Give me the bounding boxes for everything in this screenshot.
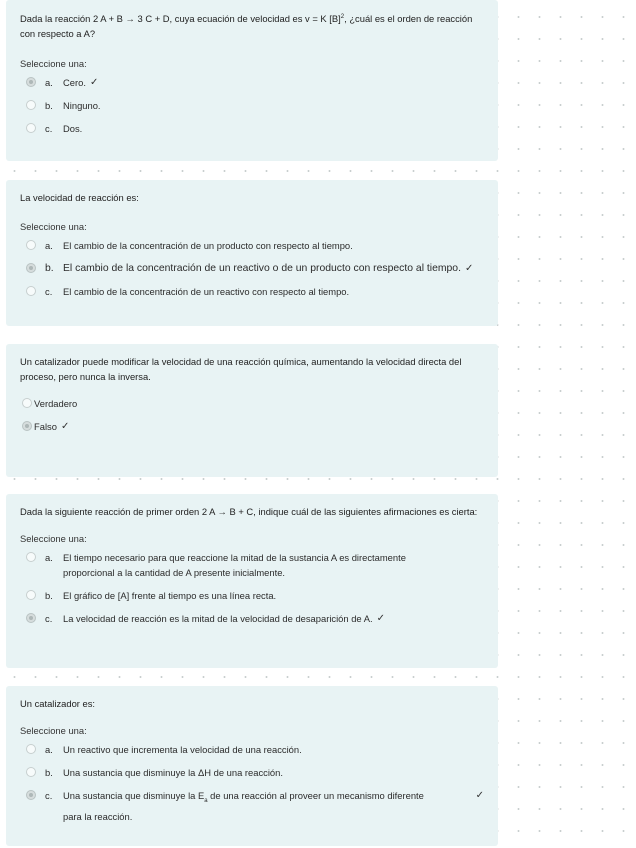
option-letter: a. (45, 240, 53, 251)
select-label: Seleccione una: (20, 725, 87, 736)
option-text: Una sustancia que disminuye la ΔH de una reacción. (63, 767, 283, 778)
option-text: Cero. (63, 77, 86, 89)
question-text: La velocidad de reacción es: (20, 192, 139, 203)
option-text: La velocidad de reacción es la mitad de la velocidad de desaparición de A. (63, 613, 373, 624)
radio-selected[interactable] (26, 263, 36, 273)
option-letter: b. (45, 100, 53, 112)
answer-option-c[interactable] (20, 611, 484, 626)
radio-selected[interactable] (26, 77, 36, 87)
radio-selected[interactable] (26, 613, 36, 623)
answer-option-b[interactable] (20, 98, 484, 113)
option-letter: a. (45, 744, 53, 755)
option-text: Una sustancia que disminuye la $E_a$ de una reacción al proveer un mecanismo diferente para la reacción. (63, 790, 424, 822)
option-text: El tiempo necesario para que reaccione la mitad de la sustancia A es directamente proporcional a la cantidad de A presente inicialmente. (63, 552, 406, 578)
option-letter: b. (45, 263, 54, 274)
question-card-3 (6, 344, 498, 477)
radio[interactable] (26, 552, 36, 562)
radio[interactable] (26, 286, 36, 296)
option-letter: c. (45, 790, 53, 801)
answer-option-b[interactable] (20, 765, 484, 780)
option-letter: b. (45, 590, 53, 601)
checkmark-icon: ✓ (60, 421, 70, 432)
select-label: Seleccione una: (20, 533, 87, 544)
answer-option-c[interactable] (20, 121, 484, 136)
question-text: Dada la reacción 2 A + B → 3 C + D, cuya ecuación de velocidad es v = K $[B]^2$, ¿cuál es el orden de reacción con respecto a A? (20, 13, 473, 40)
radio[interactable] (26, 100, 36, 110)
option-text: Verdadero (34, 398, 78, 409)
option-letter: b. (45, 767, 53, 778)
question-text: Un catalizador puede modificar la velocidad de una reacción química, aumentando la velocidad directa del proceso, pero nunca la inversa. (20, 356, 462, 382)
answer-option-c[interactable] (20, 284, 484, 299)
option-text: Dos. (63, 123, 83, 135)
select-label: Seleccione una: (20, 221, 87, 232)
answer-option-true[interactable] (20, 396, 484, 411)
question-card-2 (6, 180, 498, 326)
option-text: El cambio de la concentración de un producto con respecto al tiempo. (63, 240, 353, 251)
option-letter: a. (45, 77, 53, 89)
radio-selected[interactable] (26, 790, 36, 800)
checkmark-icon: ✓ (464, 263, 474, 274)
option-text: El cambio de la concentración de un reactivo o de un producto con respecto al tiempo. (63, 263, 461, 274)
radio[interactable] (26, 590, 36, 600)
checkmark-icon: ✓ (89, 77, 99, 89)
option-letter: a. (45, 552, 53, 563)
question-card-5 (6, 686, 498, 846)
answer-option-c[interactable] (20, 788, 484, 824)
question-text: Un catalizador es: (20, 698, 96, 709)
answer-option-false[interactable] (20, 419, 484, 434)
radio-selected[interactable] (22, 421, 32, 431)
question-card-4 (6, 494, 498, 668)
radio[interactable] (26, 240, 36, 250)
radio[interactable] (26, 744, 36, 754)
answer-option-a[interactable] (20, 238, 484, 253)
radio[interactable] (22, 398, 32, 408)
checkmark-icon: ✓ (475, 790, 484, 801)
option-letter: c. (45, 613, 53, 624)
option-letter: c. (45, 123, 53, 135)
question-text: Dada la siguiente reacción de primer orden 2 A → B + C, indique cuál de las siguientes afirmaciones es cierta: (20, 506, 478, 517)
answer-option-b[interactable] (20, 261, 484, 276)
checkmark-icon: ✓ (376, 613, 385, 624)
option-text: Un reactivo que incrementa la velocidad de una reacción. (63, 744, 302, 755)
answer-option-a[interactable] (20, 550, 484, 580)
option-text: El cambio de la concentración de un reactivo con respecto al tiempo. (63, 286, 350, 297)
option-text: Falso (34, 421, 57, 432)
answer-option-b[interactable] (20, 588, 484, 603)
select-label: Seleccione una: (20, 58, 87, 70)
option-text: El gráfico de [A] frente al tiempo es una línea recta. (63, 590, 277, 601)
answer-option-a[interactable] (20, 742, 484, 757)
question-card-1 (6, 0, 498, 161)
radio[interactable] (26, 767, 36, 777)
option-letter: c. (45, 286, 53, 297)
option-text: Ninguno. (63, 100, 101, 112)
answer-option-a[interactable] (20, 75, 484, 90)
radio[interactable] (26, 123, 36, 133)
